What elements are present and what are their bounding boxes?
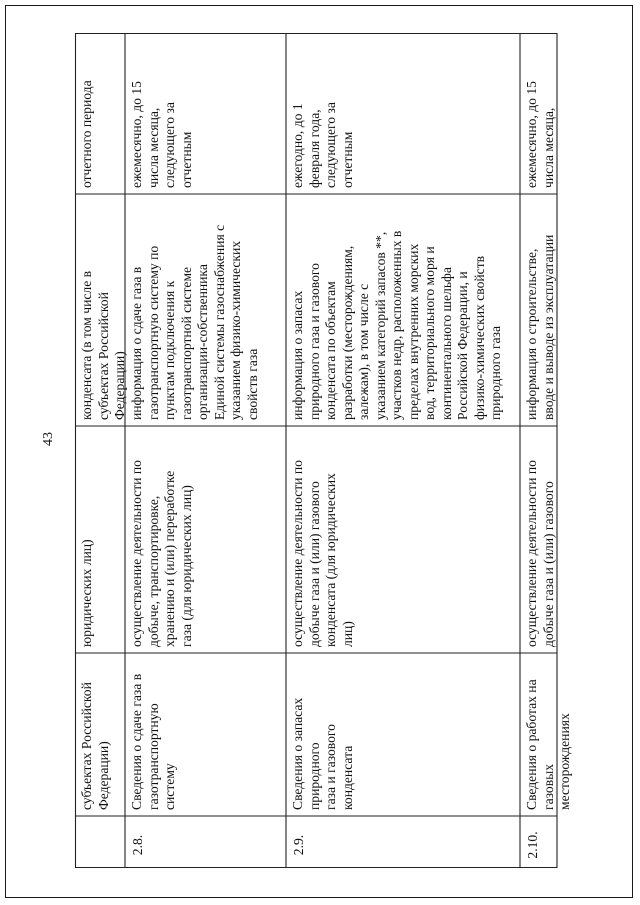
row-number-cell: 2.8. [130, 834, 145, 856]
header-name-cell: субъектах Российской Федерации) [79, 682, 111, 810]
row-period-cell: ежемесячно, до 15 числа месяца, [524, 81, 556, 188]
header-content-cell: конденсата (в том числе в субъектах Российской Федерации) [79, 270, 127, 420]
header-period-cell: отчетного периода [79, 80, 94, 188]
rotated-table [75, 33, 572, 868]
row-content-cell: информация о сдаче газа в газотранспортную систему по пунктам подключения к газотранспортной системе организации-собственника Единой системы газоснабжения с указанием физико-химических свойств газа [129, 224, 260, 420]
row-content-cell: информация о запасах природного газа и газового конденсата по объектам разработки (месторождениям, залежам), в том числе с указанием категорий запасов **, участков недр, расположенных в пределах внутренних морских вод, территориального моря и континентального шельфа Российской Федерации, и физико-химических свойств природного газа [290, 230, 503, 420]
row-period-cell: ежегодно, до 1 февраля года, следующего за отчетным [290, 102, 355, 188]
row-period-cell: ежемесячно, до 15 числа месяца, следующего за отчетным [129, 81, 194, 188]
row-number-cell: 2.9. [291, 834, 306, 856]
row-name-cell: Сведения о сдаче газа в газотранспортную систему [129, 673, 177, 810]
page-number: 43 [41, 432, 56, 446]
row-name-cell: Сведения о запасах природного газа и газового конденсата [290, 697, 355, 810]
row-respondents-cell: осуществление деятельности по добыче, транспортировке, хранению и (или) переработке газа (для юридических лиц) [129, 460, 194, 647]
row-name-cell: Сведения о работах на газовых месторождениях [524, 679, 572, 810]
row-number-cell: 2.10. [525, 831, 540, 859]
row-respondents-cell: осуществление деятельности по добыче газа и (или) газового конденсата (для юридических лиц) [290, 460, 355, 647]
header-respondents-cell: юридических лиц) [79, 539, 94, 647]
row-respondents-cell: осуществление деятельности по добыче газа и (или) газового [524, 460, 556, 647]
row-content-cell: информация о строительстве, вводе и выводе из эксплуатации [524, 234, 556, 420]
